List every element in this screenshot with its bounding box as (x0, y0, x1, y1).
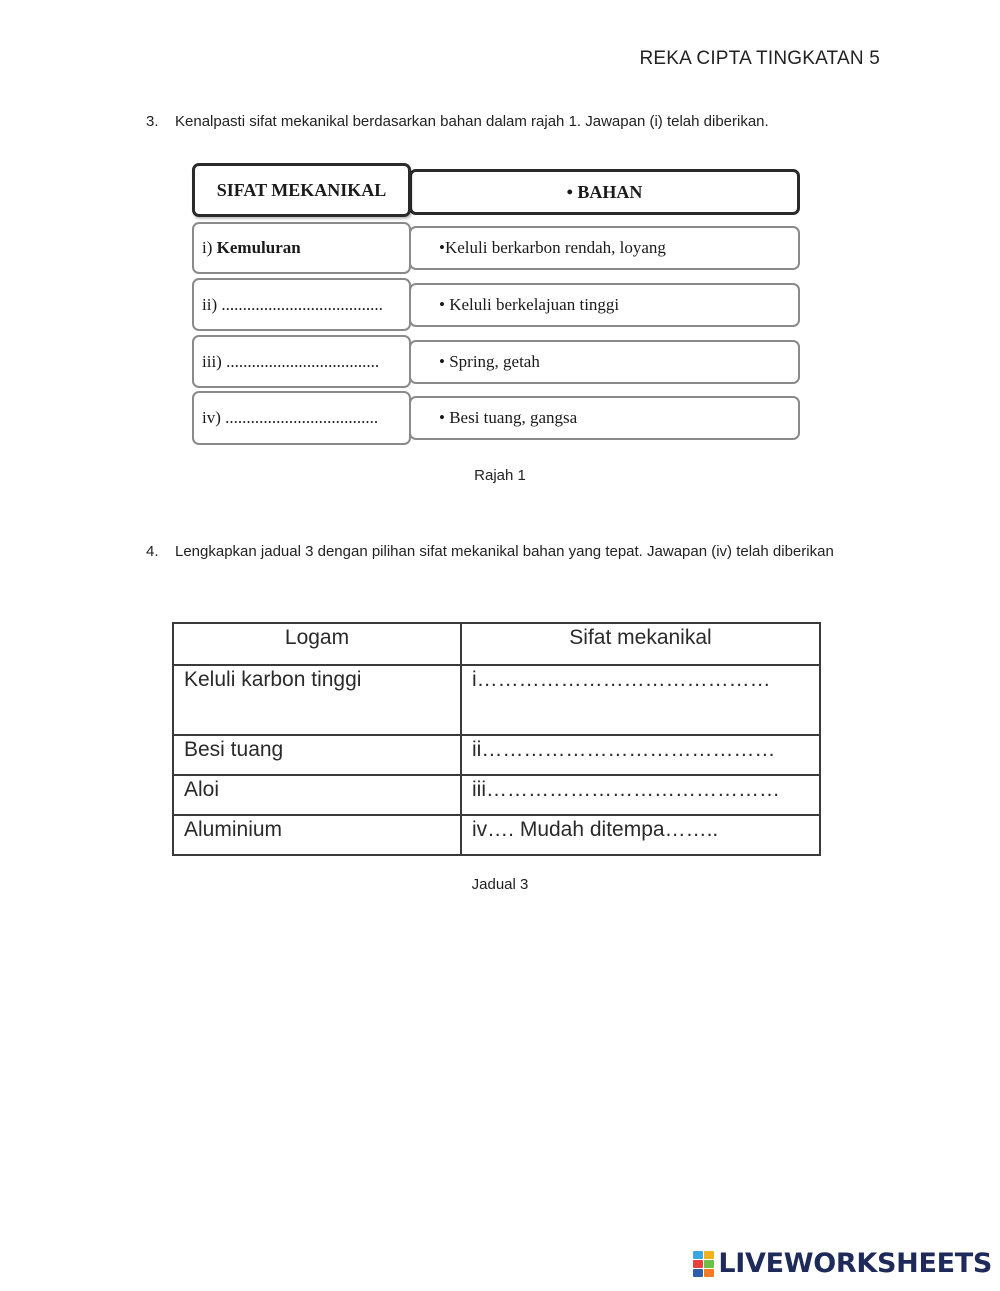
rajah-1-caption: Rajah 1 (474, 467, 526, 484)
row-3-prefix: iii) (202, 351, 222, 371)
header-sifat-mekanikal: Sifat mekanikal (461, 623, 820, 665)
row-1-property: Kemuluran (216, 238, 301, 257)
question-4-number: 4. (146, 543, 159, 560)
diagram-header-left: SIFAT MEKANIKAL (192, 163, 411, 217)
table-header-row (173, 623, 820, 665)
logo-block (693, 1260, 703, 1268)
logo-block (693, 1269, 703, 1277)
logo-block (693, 1251, 703, 1259)
logo-block (704, 1269, 714, 1277)
rajah-1-diagram (190, 163, 802, 447)
question-3 (146, 110, 848, 133)
diagram-row-1-property (192, 222, 411, 274)
row-4-prefix: iv) (202, 408, 221, 427)
table-row (173, 665, 820, 735)
header-logam: Logam (173, 623, 461, 665)
liveworksheets-logo (693, 1248, 992, 1279)
page-header-title: REKA CIPTA TINGKATAN 5 (639, 48, 880, 69)
property-cell: iv…. Mudah ditempa…….. (461, 815, 820, 855)
logo-block (704, 1260, 714, 1268)
row-2-property[interactable]: ...................................... (221, 294, 383, 314)
metal-cell: Aluminium (173, 815, 461, 855)
row-4-property[interactable]: .................................... (225, 408, 379, 427)
question-3-number: 3. (146, 113, 159, 130)
diagram-row-4-material: • Besi tuang, gangsa (409, 396, 800, 440)
question-4-text: Lengkapkan jadual 3 dengan pilihan sifat mekanikal bahan yang tepat. Jawapan (iv) telah diberikan (175, 543, 834, 560)
row-2-prefix: ii) (202, 294, 218, 314)
diagram-row-1-material: •Keluli berkarbon rendah, loyang (409, 226, 800, 270)
property-answer-cell[interactable]: i…………………………………… (461, 665, 820, 735)
question-3-text: Kenalpasti sifat mekanikal berdasarkan bahan dalam rajah 1. Jawapan (i) telah diberikan. (175, 113, 769, 130)
logo-text: LIVEWORKSHEETS (718, 1248, 992, 1279)
metal-cell: Aloi (173, 775, 461, 815)
table-row (173, 735, 820, 775)
diagram-row-2-material: • Keluli berkelajuan tinggi (409, 283, 800, 327)
jadual-3-caption: Jadual 3 (471, 876, 529, 893)
row-1-prefix: i) (202, 238, 213, 257)
table-row (173, 815, 820, 855)
diagram-row-3-property (192, 335, 411, 388)
property-answer-cell[interactable]: ii…………………………………… (461, 735, 820, 775)
diagram-row-4-property (192, 391, 411, 445)
logo-block (704, 1251, 714, 1259)
row-3-property[interactable]: .................................... (226, 351, 380, 371)
diagram-header-right: • BAHAN (409, 169, 800, 215)
diagram-row-2-property (192, 278, 411, 331)
table-row (173, 775, 820, 815)
metal-cell: Besi tuang (173, 735, 461, 775)
metal-cell: Keluli karbon tinggi (173, 665, 461, 735)
property-answer-cell[interactable]: iii…………………………………… (461, 775, 820, 815)
diagram-row-3-material: • Spring, getah (409, 340, 800, 384)
question-4 (146, 540, 848, 563)
logo-blocks-icon (693, 1251, 714, 1277)
jadual-3-table (172, 622, 821, 856)
